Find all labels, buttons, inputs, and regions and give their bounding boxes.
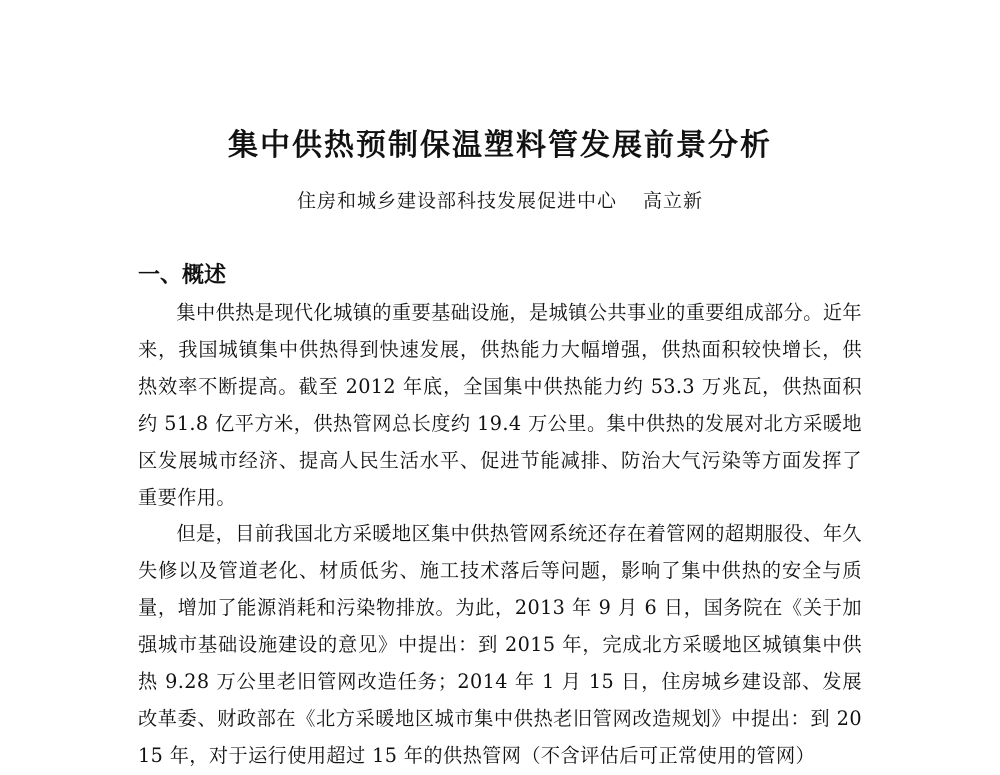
section-heading-overview: 一、概述: [138, 263, 227, 288]
section-body: [138, 295, 862, 775]
author-byline: [0, 186, 1000, 213]
paragraph: 集中供热是现代化城镇的重要基础设施，是城镇公共事业的重要组成部分。近年来，我国城镇集中供热得到快速发展，供热能力大幅增强，供热面积较快增长，供热效率不断提高。截至 2012 年底，全国集中供热能力约 53.3 万兆瓦，供热面积约 51.8 亿平方米，供热管网总长度约 19.4 万公里。集中供热的发展对北方采暖地区发展城市经济、提高人民生活水平、促进节能减排、防治大气污染等方面发挥了重要作用。: [138, 301, 862, 509]
document-title: 集中供热预制保温塑料管发展前景分析: [228, 128, 772, 163]
author-organization: 住房和城乡建设部科技发展促进中心: [296, 190, 617, 212]
author-name: 高立新: [643, 190, 704, 212]
paragraph: 但是，目前我国北方采暖地区集中供热管网系统还存在着管网的超期服役、年久失修以及管道老化、材质低劣、施工技术落后等问题，影响了集中供热的安全与质量，增加了能源消耗和污染物排放。为此，2013 年 9 月 6 日，国务院在《关于加强城市基础设施建设的意见》中提出：到 2015 年，完成北方采暖地区城镇集中供热 9.28 万公里老旧管网改造任务；2014 年 1 月 15 日，住房城乡建设部、发展改革委、财政部在《北方采暖地区城市集中供热老旧管网改造规划》中提出：到 2015 年，对于运行使用超过 15 年的供热管网（不含评估后可正常使用的管网）: [138, 522, 862, 767]
